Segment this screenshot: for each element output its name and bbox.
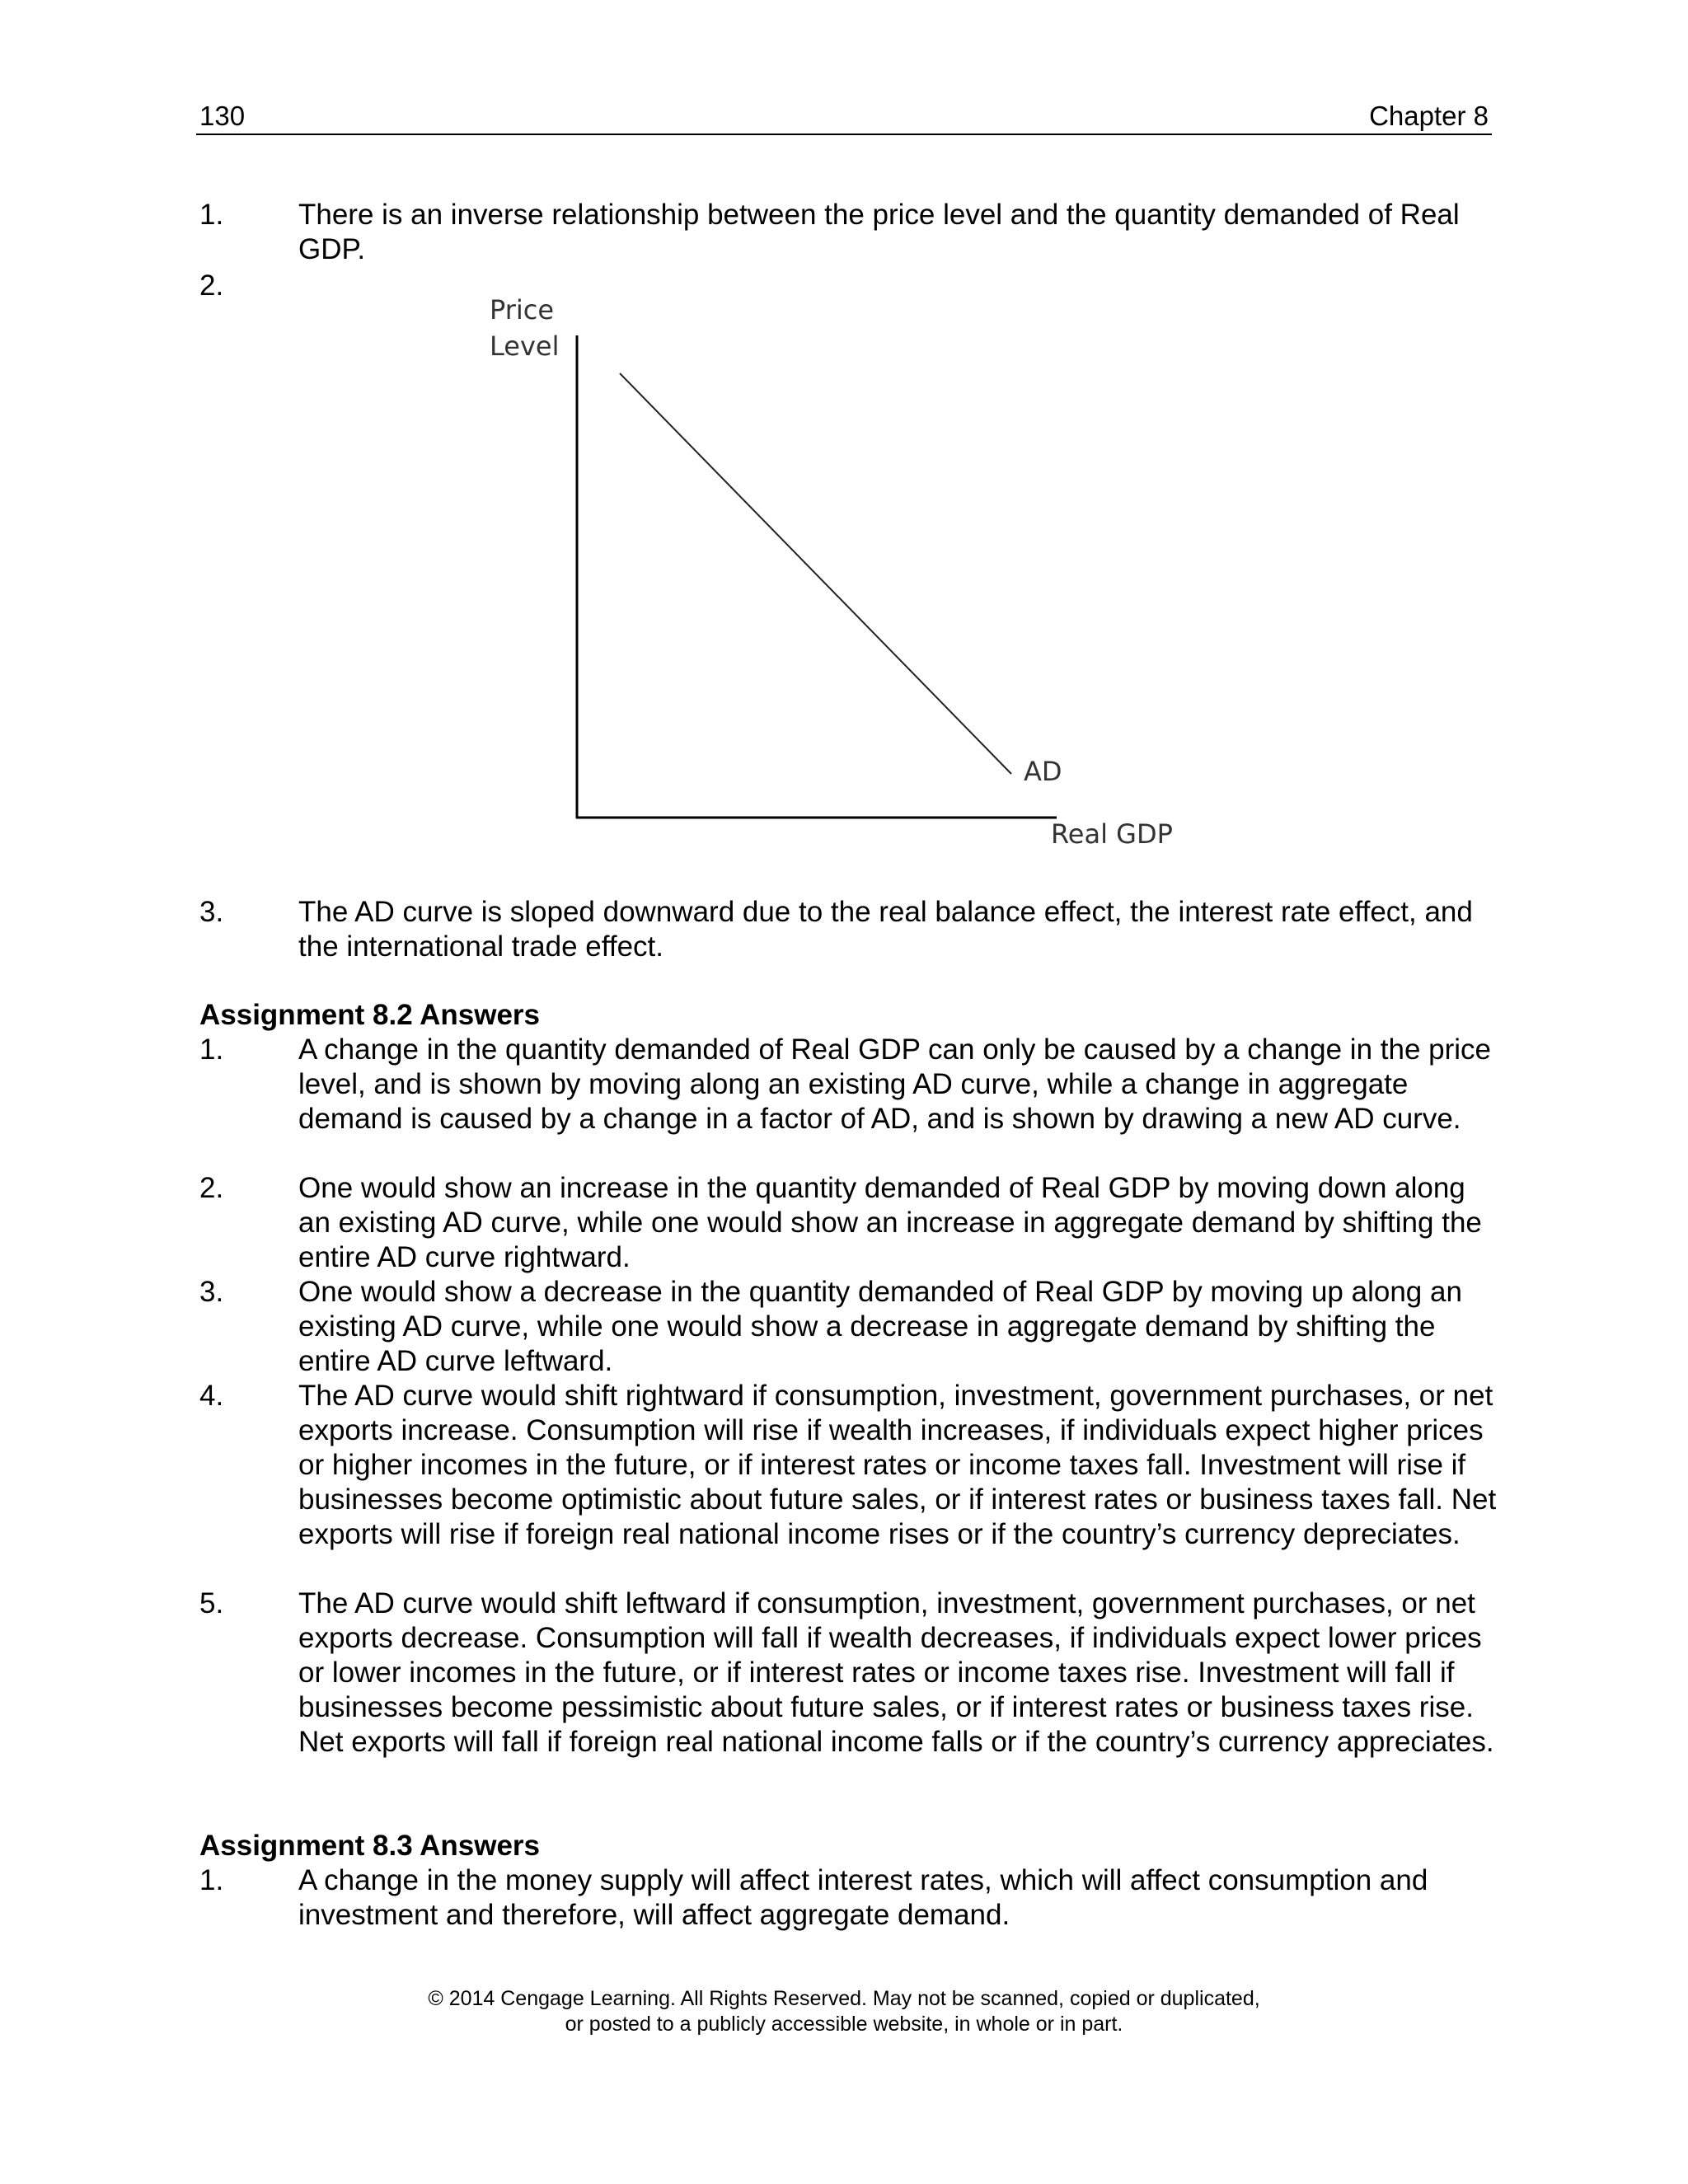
item-number: 1. xyxy=(199,199,224,231)
list-item xyxy=(199,1275,1502,1379)
item-number: 1. xyxy=(199,1864,224,1896)
item-number: 3. xyxy=(199,896,224,928)
assignment-8-3-heading: Assignment 8.3 Answers xyxy=(199,1830,541,1862)
list-item xyxy=(199,1863,1502,1933)
x-axis-label: Real GDP xyxy=(1051,818,1173,850)
item-text: A change in the money supply will affect interest rates, which will affect consumption and investment and therefore, will affect aggregate demand. xyxy=(298,1864,1428,1931)
ad-curve-diagram xyxy=(478,293,1220,869)
y-axis-label-line1: Price xyxy=(490,294,555,326)
item-number: 3. xyxy=(199,1276,224,1308)
copyright-footer-line1: © 2014 Cengage Learning. All Rights Reserved. May not be scanned, copied or duplicated, xyxy=(428,1987,1260,2010)
list-item xyxy=(199,895,1502,964)
item-number: 5. xyxy=(199,1587,224,1619)
list-item xyxy=(199,1379,1502,1552)
list-item xyxy=(199,1171,1502,1275)
item-text: A change in the quantity demanded of Real GDP can only be caused by a change in the price level, and is shown by moving along an existing AD curve, while a change in aggregate demand is caused by a change in a factor of AD, and is shown by drawing a new AD curve. xyxy=(298,1033,1491,1135)
item-number: 2. xyxy=(199,269,224,302)
copyright-footer-line2: or posted to a publicly accessible website, in whole or in part. xyxy=(565,2013,1123,2036)
list-item xyxy=(199,198,1502,267)
ad-curve xyxy=(620,373,1011,774)
page-header xyxy=(196,97,1492,135)
assignment-8-2-heading: Assignment 8.2 Answers xyxy=(199,999,541,1031)
item-text: The AD curve would shift leftward if consumption, investment, government purchases, or net exports decrease. Consumption will fall if wealth decreases, if individuals expect lower prices or lower incomes in the future, or if interest rates or income taxes rise. Investment will fall if businesses become pessimistic about future sales, or if interest rates or business taxes rise. Net exports will fall if foreign real national income falls or if the country’s currency appreciates. xyxy=(298,1587,1494,1758)
item-text: One would show a decrease in the quantity demanded of Real GDP by moving up along an existing AD curve, while one would show a decrease in aggregate demand by shifting the entire AD curve leftward. xyxy=(298,1276,1462,1377)
list-item xyxy=(199,1033,1502,1137)
list-item xyxy=(199,1586,1502,1760)
item-number: 2. xyxy=(199,1172,224,1204)
ad-curve-label: AD xyxy=(1024,756,1062,787)
item-text: There is an inverse relationship between the price level and the quantity demanded of Real GDP. xyxy=(298,199,1460,265)
item-number: 1. xyxy=(199,1033,224,1066)
item-text: The AD curve would shift rightward if consumption, investment, government purchases, or net exports increase. Consumption will rise if wealth increases, if individuals expect higher prices or higher incomes in the future, or if interest rates or income taxes fall. Investment will rise if businesses become optimistic about future sales, or if interest rates or business taxes fall. Net exports will rise if foreign real national income rises or if the country’s currency depreciates. xyxy=(298,1380,1497,1550)
item-text: The AD curve is sloped downward due to the real balance effect, the interest rate effect, and the international trade effect. xyxy=(298,896,1473,963)
chapter-title: Chapter 8 xyxy=(1369,101,1489,131)
page-number: 130 xyxy=(199,101,246,131)
item-number: 4. xyxy=(199,1380,224,1412)
item-text: One would show an increase in the quantity demanded of Real GDP by moving down along an existing AD curve, while one would show an increase in aggregate demand by shifting the entire AD curve rightward. xyxy=(298,1172,1482,1273)
y-axis-label-line2: Level xyxy=(490,330,560,362)
